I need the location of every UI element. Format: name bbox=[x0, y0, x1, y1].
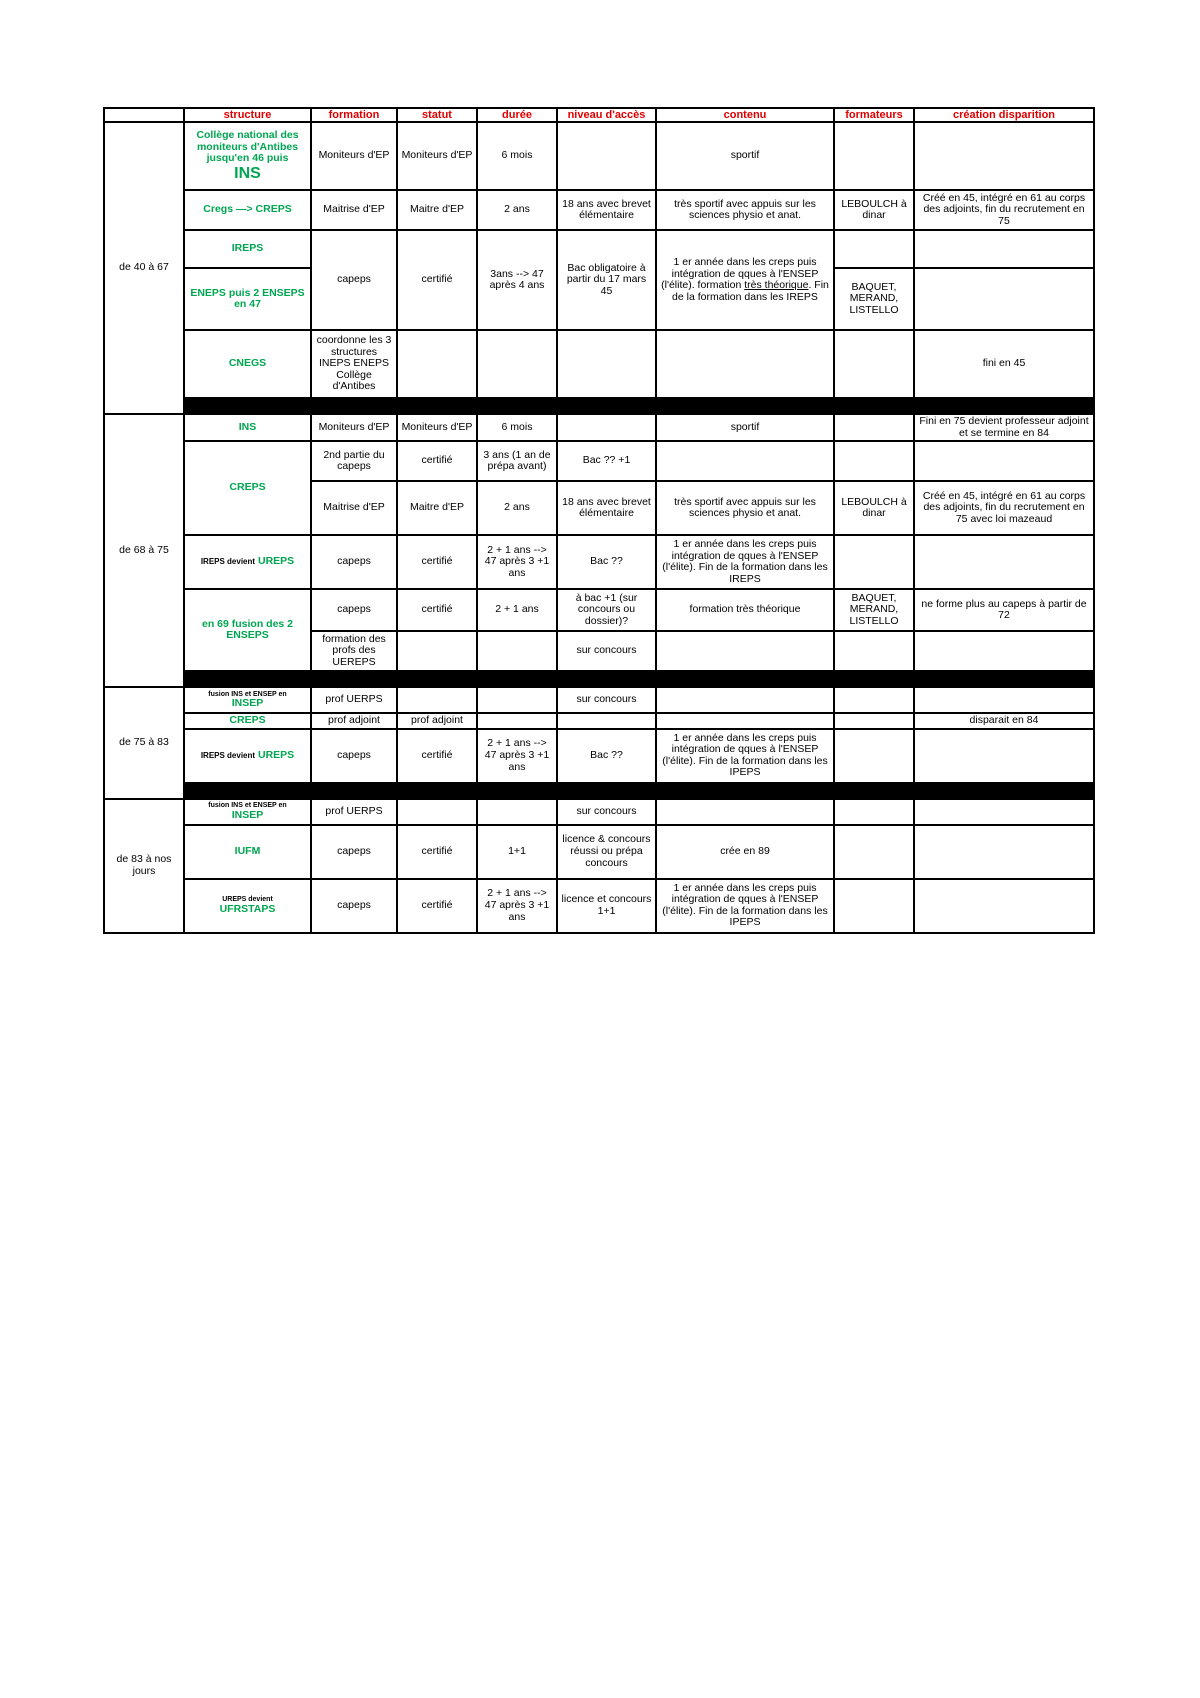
niveau-cell: Bac ?? bbox=[557, 535, 656, 589]
structure-cell: INS bbox=[184, 414, 311, 441]
contenu-cell: formation très théorique bbox=[656, 589, 834, 631]
formation-cell: capeps bbox=[311, 589, 397, 631]
header-empty bbox=[104, 108, 184, 122]
header-formateurs: formateurs bbox=[834, 108, 914, 122]
structure-cell bbox=[184, 879, 311, 933]
formation-cell: Moniteurs d'EP bbox=[311, 414, 397, 441]
statut-cell: certifié bbox=[397, 879, 477, 933]
statut-cell: certifié bbox=[397, 535, 477, 589]
table-row bbox=[104, 825, 1094, 879]
creation-cell: Fini en 75 devient professeur adjoint et se termine en 84 bbox=[914, 414, 1094, 441]
creation-cell: fini en 45 bbox=[914, 330, 1094, 398]
table-row bbox=[104, 190, 1094, 230]
structure-cell: CREPS bbox=[184, 441, 311, 535]
structure-small-text: UREPS devient bbox=[222, 896, 273, 904]
structure-text: UFRSTAPS bbox=[219, 902, 276, 915]
formation-cell: formation des profs des UEREPS bbox=[311, 631, 397, 671]
table-row bbox=[104, 414, 1094, 441]
structure-text: UREPS bbox=[257, 748, 295, 761]
separator-row bbox=[104, 671, 1094, 687]
structure-text: UREPS bbox=[257, 555, 295, 568]
structure-small-text: IREPS devient bbox=[200, 750, 256, 760]
duree-cell: 3ans --> 47 après 4 ans bbox=[477, 230, 557, 330]
niveau-cell bbox=[557, 713, 656, 729]
contenu-cell bbox=[656, 713, 834, 729]
duree-cell: 2 ans bbox=[477, 481, 557, 535]
contenu-cell: sportif bbox=[656, 122, 834, 190]
niveau-cell: licence & concours réussi ou prépa concours bbox=[557, 825, 656, 879]
formation-cell: Maitrise d'EP bbox=[311, 481, 397, 535]
duree-cell: 3 ans (1 an de prépa avant) bbox=[477, 441, 557, 481]
formateurs-cell bbox=[834, 330, 914, 398]
structure-text: INS bbox=[234, 164, 261, 182]
creation-cell bbox=[914, 535, 1094, 589]
table-row bbox=[104, 729, 1094, 783]
niveau-cell: à bac +1 (sur concours ou dossier)? bbox=[557, 589, 656, 631]
period-label-4: de 83 à nos jours bbox=[104, 799, 184, 933]
contenu-cell: sportif bbox=[656, 414, 834, 441]
formateurs-cell: BAQUET, MERAND, LISTELLO bbox=[834, 268, 914, 330]
separator-row bbox=[104, 783, 1094, 799]
niveau-cell: Bac ?? +1 bbox=[557, 441, 656, 481]
creation-cell bbox=[914, 825, 1094, 879]
statut-cell: certifié bbox=[397, 589, 477, 631]
structure-cell: en 69 fusion des 2 ENSEPS bbox=[184, 589, 311, 671]
duree-cell: 2 + 1 ans --> 47 après 3 +1 ans bbox=[477, 879, 557, 933]
table-row bbox=[104, 535, 1094, 589]
structure-cell: IREPS bbox=[184, 230, 311, 268]
contenu-cell: 1 er année dans les creps puis intégration de qques à l'ENSEP (l'élite). Fin de la formation dans les IPEPS bbox=[656, 879, 834, 933]
contenu-cell: très sportif avec appuis sur les sciences physio et anat. bbox=[656, 190, 834, 230]
contenu-cell bbox=[656, 441, 834, 481]
creation-cell: Créé en 45, intégré en 61 au corps des adjoints, fin du recrutement en 75 bbox=[914, 190, 1094, 230]
header-structure: structure bbox=[184, 108, 311, 122]
contenu-cell bbox=[656, 230, 834, 330]
structure-text: INSEP bbox=[231, 808, 264, 821]
formateurs-cell: LEBOULCH à dinar bbox=[834, 190, 914, 230]
header-duree: durée bbox=[477, 108, 557, 122]
niveau-cell bbox=[557, 414, 656, 441]
formateurs-cell bbox=[834, 687, 914, 713]
formation-cell: capeps bbox=[311, 879, 397, 933]
table-row bbox=[104, 879, 1094, 933]
period-label-3: de 75 à 83 bbox=[104, 687, 184, 799]
creation-cell bbox=[914, 268, 1094, 330]
creation-cell: disparait en 84 bbox=[914, 713, 1094, 729]
structure-cell bbox=[184, 729, 311, 783]
niveau-cell: 18 ans avec brevet élémentaire bbox=[557, 190, 656, 230]
table-row bbox=[104, 122, 1094, 190]
structure-cell: CREPS bbox=[184, 713, 311, 729]
niveau-cell: licence et concours 1+1 bbox=[557, 879, 656, 933]
table-row bbox=[104, 687, 1094, 713]
statut-cell: Maitre d'EP bbox=[397, 481, 477, 535]
structure-cell bbox=[184, 122, 311, 190]
statut-cell: certifié bbox=[397, 441, 477, 481]
contenu-cell: 1 er année dans les creps puis intégration de qques à l'ENSEP (l'élite). Fin de la formation dans les IREPS bbox=[656, 535, 834, 589]
formateurs-cell bbox=[834, 414, 914, 441]
structure-text: Collège national des moniteurs d'Antibes bbox=[196, 128, 299, 153]
structure-text: INSEP bbox=[231, 697, 264, 710]
statut-cell bbox=[397, 631, 477, 671]
niveau-cell: 18 ans avec brevet élémentaire bbox=[557, 481, 656, 535]
statut-cell bbox=[397, 799, 477, 825]
formateurs-cell bbox=[834, 441, 914, 481]
creation-cell bbox=[914, 879, 1094, 933]
table-row bbox=[104, 589, 1094, 631]
duree-cell: 1+1 bbox=[477, 825, 557, 879]
formation-cell: 2nd partie du capeps bbox=[311, 441, 397, 481]
structure-cell bbox=[184, 799, 311, 825]
header-formation: formation bbox=[311, 108, 397, 122]
formateurs-cell bbox=[834, 535, 914, 589]
contenu-cell bbox=[656, 687, 834, 713]
duree-cell: 6 mois bbox=[477, 414, 557, 441]
header-statut: statut bbox=[397, 108, 477, 122]
formateurs-cell: BAQUET, MERAND, LISTELLO bbox=[834, 589, 914, 631]
niveau-cell: sur concours bbox=[557, 631, 656, 671]
creation-cell bbox=[914, 631, 1094, 671]
separator-row bbox=[104, 398, 1094, 414]
statut-cell: prof adjoint bbox=[397, 713, 477, 729]
niveau-cell bbox=[557, 330, 656, 398]
contenu-text-underlined: très théorique bbox=[744, 279, 809, 292]
table-row bbox=[104, 230, 1094, 268]
separator bbox=[184, 398, 1094, 414]
statut-cell: Maitre d'EP bbox=[397, 190, 477, 230]
contenu-cell: crée en 89 bbox=[656, 825, 834, 879]
formation-cell: capeps bbox=[311, 535, 397, 589]
creation-cell bbox=[914, 122, 1094, 190]
formateurs-cell bbox=[834, 879, 914, 933]
formateurs-cell bbox=[834, 825, 914, 879]
duree-cell bbox=[477, 631, 557, 671]
formation-cell: Maitrise d'EP bbox=[311, 190, 397, 230]
creation-cell: Créé en 45, intégré en 61 au corps des adjoints, fin du recrutement en 75 avec loi mazeaud bbox=[914, 481, 1094, 535]
niveau-cell: sur concours bbox=[557, 687, 656, 713]
statut-cell bbox=[397, 687, 477, 713]
contenu-cell bbox=[656, 330, 834, 398]
niveau-cell bbox=[557, 122, 656, 190]
duree-cell: 6 mois bbox=[477, 122, 557, 190]
formation-cell: prof UERPS bbox=[311, 799, 397, 825]
structure-cell: CNEGS bbox=[184, 330, 311, 398]
period-label-2: de 68 à 75 bbox=[104, 414, 184, 687]
table-row bbox=[104, 799, 1094, 825]
creation-cell bbox=[914, 441, 1094, 481]
contenu-cell: très sportif avec appuis sur les sciences physio et anat. bbox=[656, 481, 834, 535]
formation-cell: capeps bbox=[311, 729, 397, 783]
statut-cell: Moniteurs d'EP bbox=[397, 414, 477, 441]
contenu-text: 1 er année dans les creps puis intégration de qques à l'ENSEP (l'élite). formation bbox=[661, 256, 819, 292]
creation-cell bbox=[914, 687, 1094, 713]
duree-cell: 2 + 1 ans --> 47 après 3 +1 ans bbox=[477, 729, 557, 783]
duree-cell bbox=[477, 799, 557, 825]
formateurs-cell bbox=[834, 713, 914, 729]
structure-cell: IUFM bbox=[184, 825, 311, 879]
formateurs-cell bbox=[834, 631, 914, 671]
duree-cell bbox=[477, 713, 557, 729]
niveau-cell: sur concours bbox=[557, 799, 656, 825]
separator bbox=[184, 671, 1094, 687]
creation-cell: ne forme plus au capeps à partir de 72 bbox=[914, 589, 1094, 631]
header-niveau: niveau d'accès bbox=[557, 108, 656, 122]
header-contenu: contenu bbox=[656, 108, 834, 122]
header-row bbox=[104, 108, 1094, 122]
formation-cell: Moniteurs d'EP bbox=[311, 122, 397, 190]
formateurs-cell bbox=[834, 799, 914, 825]
structure-small-text: IREPS devient bbox=[200, 557, 256, 567]
duree-cell: 2 ans bbox=[477, 190, 557, 230]
contenu-text: . Fin de la formation dans les IREPS bbox=[672, 279, 829, 303]
duree-cell: 2 + 1 ans --> 47 après 3 +1 ans bbox=[477, 535, 557, 589]
formation-cell: coordonne les 3 structures INEPS ENEPS Collège d'Antibes bbox=[311, 330, 397, 398]
structure-small-text: fusion INS et ENSEP en bbox=[208, 802, 287, 810]
table-row bbox=[104, 330, 1094, 398]
structure-text: jusqu'en 46 puis bbox=[206, 152, 289, 165]
creation-cell bbox=[914, 230, 1094, 268]
duree-cell bbox=[477, 687, 557, 713]
niveau-cell: Bac obligatoire à partir du 17 mars 45 bbox=[557, 230, 656, 330]
formateurs-cell: LEBOULCH à dinar bbox=[834, 481, 914, 535]
niveau-cell: Bac ?? bbox=[557, 729, 656, 783]
structure-cell bbox=[184, 687, 311, 713]
formateurs-cell bbox=[834, 729, 914, 783]
creation-cell bbox=[914, 799, 1094, 825]
duree-cell: 2 + 1 ans bbox=[477, 589, 557, 631]
statut-cell: certifié bbox=[397, 230, 477, 330]
creation-cell bbox=[914, 729, 1094, 783]
structure-cell: ENEPS puis 2 ENSEPS en 47 bbox=[184, 268, 311, 330]
structure-cell: Cregs —> CREPS bbox=[184, 190, 311, 230]
formateurs-cell bbox=[834, 122, 914, 190]
formation-history-table bbox=[103, 107, 1095, 934]
table-row bbox=[104, 713, 1094, 729]
formation-cell: capeps bbox=[311, 825, 397, 879]
formation-cell: capeps bbox=[311, 230, 397, 330]
contenu-cell bbox=[656, 799, 834, 825]
formation-cell: prof UERPS bbox=[311, 687, 397, 713]
structure-cell bbox=[184, 535, 311, 589]
header-creation: création disparition bbox=[914, 108, 1094, 122]
statut-cell: Moniteurs d'EP bbox=[397, 122, 477, 190]
formateurs-cell bbox=[834, 230, 914, 268]
statut-cell: certifié bbox=[397, 825, 477, 879]
statut-cell bbox=[397, 330, 477, 398]
table-row bbox=[104, 441, 1094, 481]
period-label-1: de 40 à 67 bbox=[104, 122, 184, 414]
contenu-cell bbox=[656, 631, 834, 671]
formation-cell: prof adjoint bbox=[311, 713, 397, 729]
duree-cell bbox=[477, 330, 557, 398]
statut-cell: certifié bbox=[397, 729, 477, 783]
structure-small-text: fusion INS et ENSEP en bbox=[208, 690, 287, 698]
separator bbox=[184, 783, 1094, 799]
contenu-cell: 1 er année dans les creps puis intégration de qques à l'ENSEP (l'élite). Fin de la formation dans les IPEPS bbox=[656, 729, 834, 783]
